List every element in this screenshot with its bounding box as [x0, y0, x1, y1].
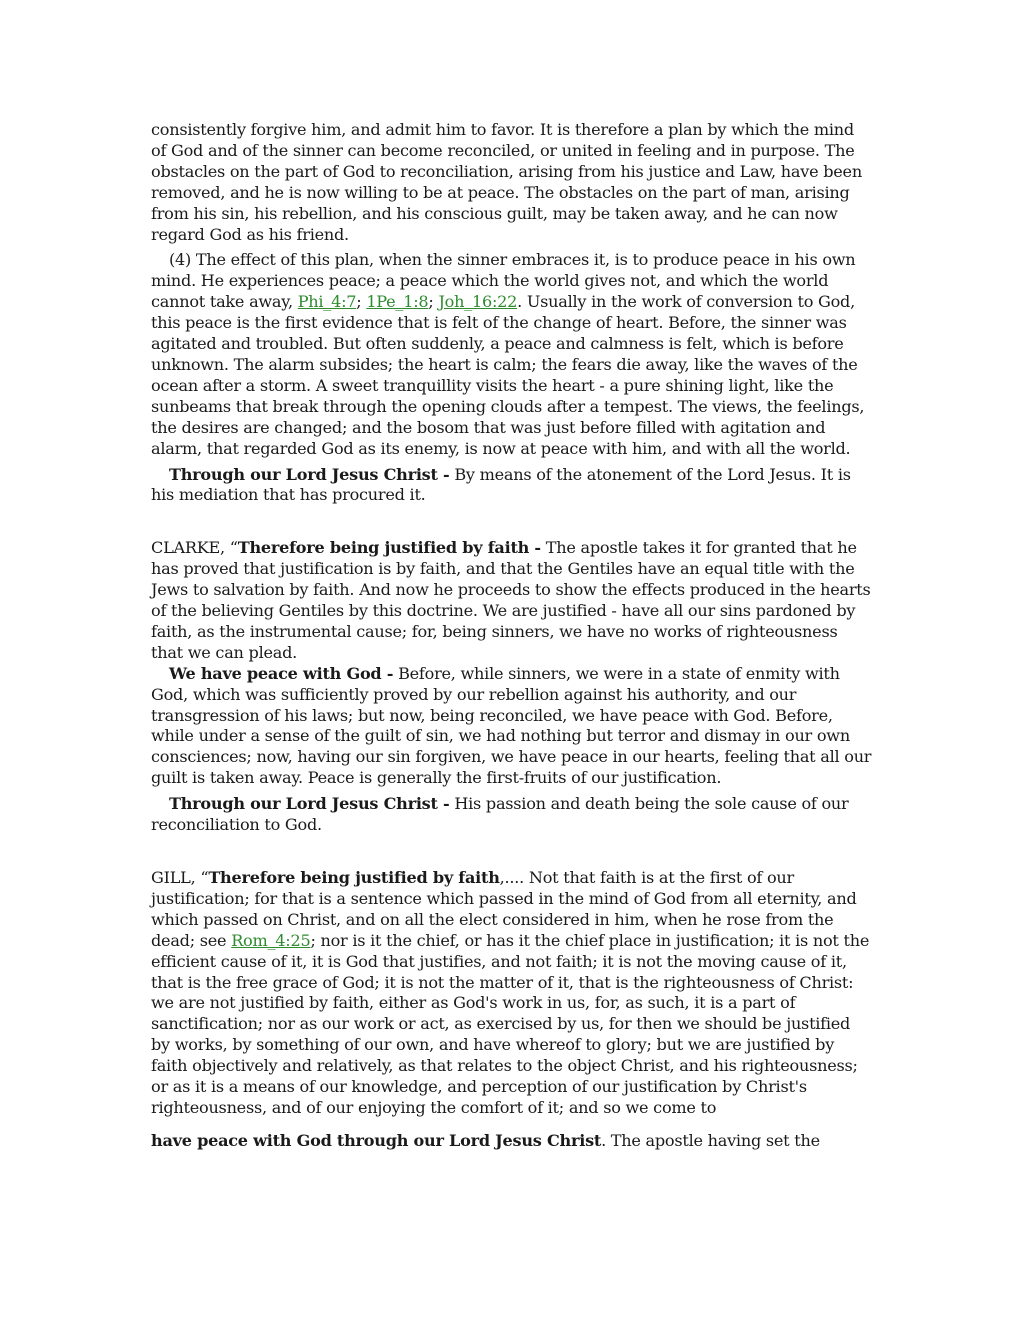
verse-heading: Therefore being justified by faith -	[237, 538, 541, 558]
gill-paragraph-peace	[151, 1131, 873, 1152]
paragraph-text: ; nor is it the chief, or has it the chief place in justification; it is not the efficient cause of it, it is God that justifies, and not faith; it is not the moving cause of it, that is the free grace of God; it is not the matter of it, that is the righteousness of Christ: we are not justified by faith, either as God's work in us, for, as such, it is a part of sanctification; nor as our work or act, as exercised by us, for then we should be justified by works, by something of our own, and have whereof to glory; but we are justified by faith objectively and relatively, as that relates to the object Christ, and his righteousness; or as it is a means of our knowledge, and perception of our justification by Christ's righteousness, and of our enjoying the comfort of it; and so we come to	[151, 930, 870, 1117]
clarke-paragraph-peace	[151, 664, 873, 789]
document-page	[151, 120, 873, 1152]
paragraph-text: . Usually in the work of conversion to God, this peace is the first evidence that is felt of the change of heart. Before, the sinner was agitated and troubled. But often suddenly, a peace and calmness is felt, which is before unknown. The alarm subsides; the heart is calm; the fears die away, like the waves of the ocean after a storm. A sweet tranquillity visits the heart - a pure shining light, like the sunbeams that break through the opening clouds after a tempest. The views, the feelings, the desires are changed; and the bosom that was just before filled with agitation and alarm, that regarded God as its enemy, is now at peace with him, and with all the world.	[151, 292, 865, 458]
scripture-link-rom-4-25[interactable]: Rom_4:25	[231, 930, 311, 950]
clarke-paragraph-justified	[151, 538, 873, 663]
scripture-link-joh-16-22[interactable]: Joh_16:22	[438, 292, 518, 312]
paragraph-text: consistently forgive him, and admit him to favor. It is therefore a plan by which the mind of God and of the sinner can become reconciled, or united in feeling and in purpose. The obstacles on the part of God to reconciliation, arising from his justice and Law, have been removed, and he is now willing to be at peace. The obstacles on the part of man, arising from his sin, his rebellion, and his conscious guilt, may be taken away, and he can now regard God as his friend.	[151, 120, 862, 244]
verse-heading: Through our Lord Jesus Christ -	[169, 464, 450, 484]
paragraph-text: . The apostle having set the	[601, 1130, 820, 1150]
paragraph-text: Before, while sinners, we were in a state of enmity with God, which was sufficiently proved by our rebellion against his authority, and our transgression of his laws; but now, being reconciled, we have peace with God. Before, while under a sense of the guilt of sin, we had nothing but terror and dismay in our own consciences; now, having our sin forgiven, we have peace in our hearts, feeling that all our guilt is taken away. Peace is generally the first-fruits of our justification.	[151, 663, 872, 788]
paragraph-text: His passion and death being the sole cause of our reconciliation to God.	[151, 794, 849, 835]
scripture-link-phi-4-7[interactable]: Phi_4:7	[297, 292, 357, 312]
clarke-paragraph-through-christ	[151, 794, 873, 836]
verse-heading: have peace with God through our Lord Jesus Christ	[151, 1130, 602, 1150]
separator: ;	[428, 292, 439, 312]
barnes-paragraph-reconciliation	[151, 120, 873, 245]
verse-heading: Therefore being justified by faith	[208, 868, 500, 887]
paragraph-text: By means of the atonement of the Lord Jesus. It is his mediation that has procured it.	[151, 464, 851, 505]
commentator-leader: CLARKE, “	[151, 538, 238, 558]
gill-paragraph-justified	[151, 868, 873, 1119]
paragraph-text: (4) The effect of this plan, when the sinner embraces it, is to produce peace in his own mind. He experiences peace; a peace which the world gives not, and which the world cannot take away,	[151, 250, 856, 312]
verse-heading: We have peace with God -	[169, 663, 394, 683]
paragraph-text: The apostle takes it for granted that he has proved that justification is by faith, and that the Gentiles have an equal title with the Jews to salvation by faith. And now he proceeds to show the effects produced in the hearts of the believing Gentiles by this doctrine. We are justified - have all our sins pardoned by faith, as the instrumental cause; for, being sinners, we have no works of righteousness that we can plead.	[151, 538, 871, 662]
commentator-leader: GILL, “	[151, 868, 209, 887]
barnes-paragraph-effect-of-plan	[151, 250, 873, 459]
scripture-link-1pe-1-8[interactable]: 1Pe_1:8	[366, 292, 429, 312]
verse-heading: Through our Lord Jesus Christ -	[169, 794, 450, 814]
paragraph-text: ,.... Not that faith is at the first of our justification; for that is a sentence which passed in the mind of God from all eternity, and which passed on Christ, and on all the elect considered in him, when he rose from the dead; see	[151, 868, 857, 950]
barnes-paragraph-through-christ	[151, 465, 873, 507]
separator: ;	[356, 292, 367, 312]
